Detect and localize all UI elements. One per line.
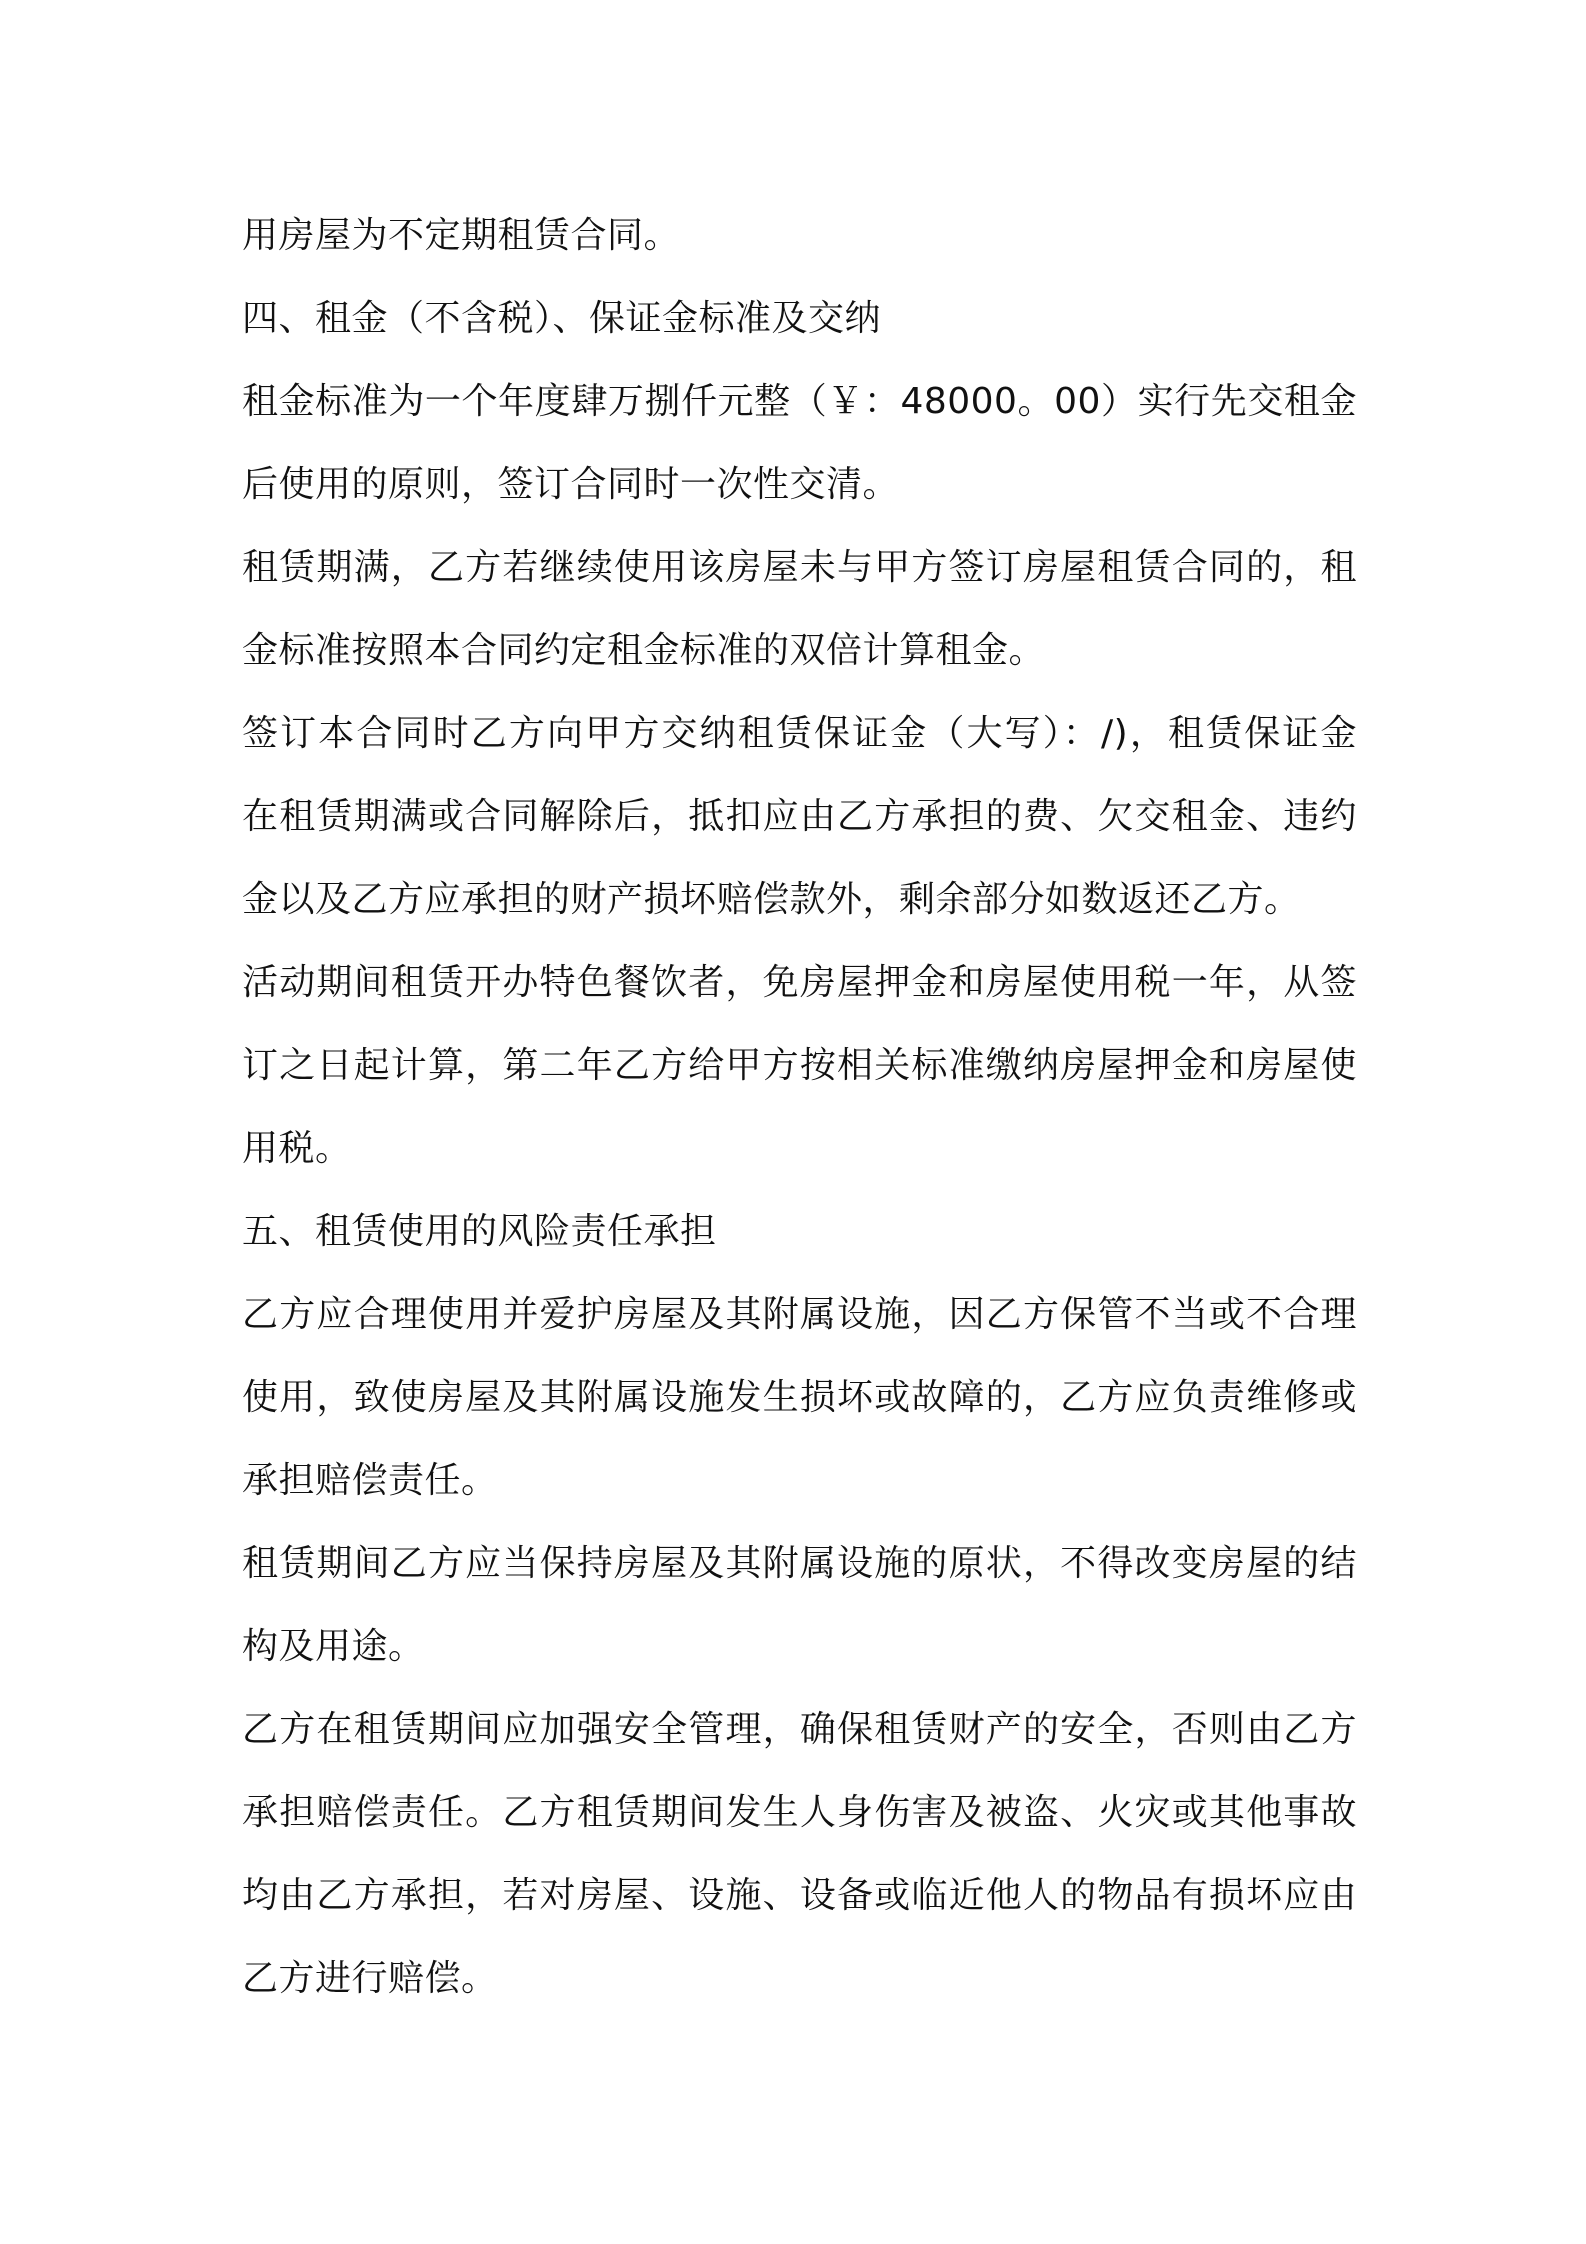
text-line: 租金标准为一个年度肆万捌仟元整（￥：48000。00）实行先交租金 [242,381,1357,422]
document-body [242,194,1357,2020]
text-line: 乙方应合理使用并爱护房屋及其附属设施，因乙方保管不当或不合理 [242,1294,1357,1335]
text-line: 用税。 [242,1128,352,1169]
text-line: 金标准按照本合同约定租金标准的双倍计算租金。 [242,630,1046,671]
text-line: 乙方进行赔偿。 [242,1958,498,1999]
text-line: 金以及乙方应承担的财产损坏赔偿款外，剩余部分如数返还乙方。 [242,879,1301,920]
text-line: 在租赁期满或合同解除后，抵扣应由乙方承担的费、欠交租金、违约 [242,796,1357,837]
section-heading-rent-deposit: 四、租金（不含税）、保证金标准及交纳 [242,298,882,339]
text-line: 乙方在租赁期间应加强安全管理，确保租赁财产的安全，否则由乙方 [242,1709,1357,1750]
text-line: 租赁期满，乙方若继续使用该房屋未与甲方签订房屋租赁合同的，租 [242,547,1357,588]
text-line: 活动期间租赁开办特色餐饮者，免房屋押金和房屋使用税一年，从签 [242,962,1357,1003]
text-line-continuation: 用房屋为不定期租赁合同。 [242,215,681,256]
text-line: 均由乙方承担，若对房屋、设施、设备或临近他人的物品有损坏应由 [242,1875,1357,1916]
section-heading-risk-liability: 五、租赁使用的风险责任承担 [242,1211,717,1252]
text-line: 签订本合同时乙方向甲方交纳租赁保证金（大写）：/)，租赁保证金 [242,713,1357,754]
text-line: 订之日起计算，第二年乙方给甲方按相关标准缴纳房屋押金和房屋使 [242,1045,1357,1086]
text-line: 使用，致使房屋及其附属设施发生损坏或故障的，乙方应负责维修或 [242,1377,1357,1418]
text-line: 承担赔偿责任。 [242,1460,498,1501]
text-line: 承担赔偿责任。乙方租赁期间发生人身伤害及被盗、火灾或其他事故 [242,1792,1357,1833]
text-line: 租赁期间乙方应当保持房屋及其附属设施的原状，不得改变房屋的结 [242,1543,1357,1584]
text-line: 构及用途。 [242,1626,425,1667]
text-line: 后使用的原则，签订合同时一次性交清。 [242,464,900,505]
